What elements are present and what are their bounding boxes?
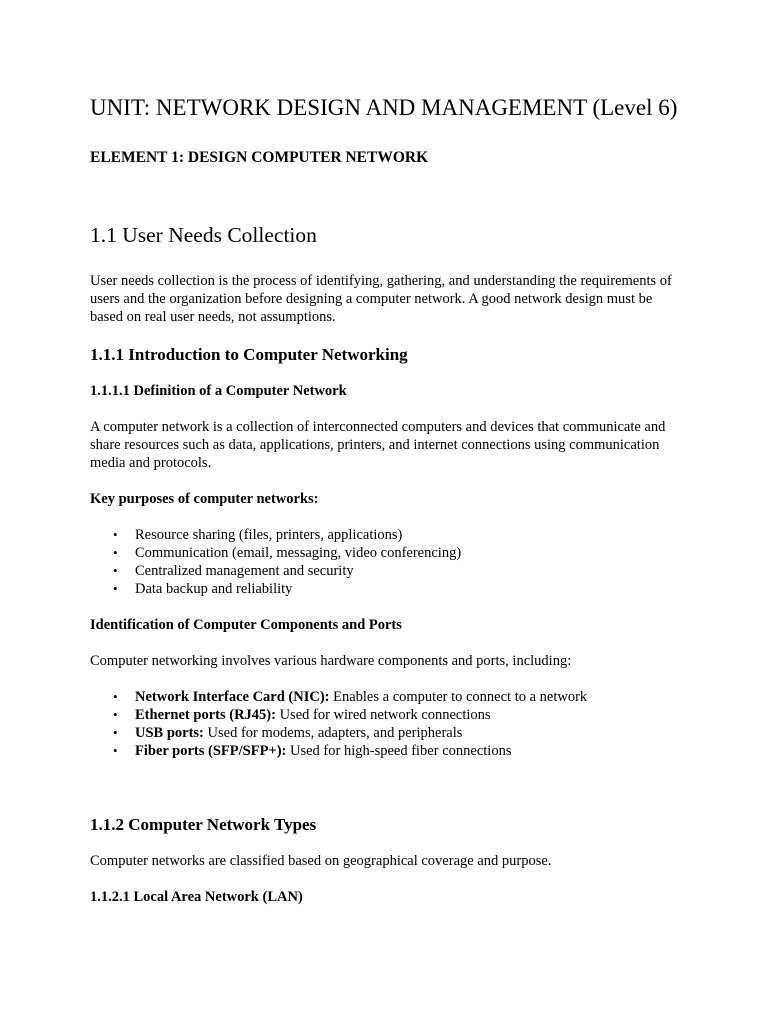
- component-desc: Used for modems, adapters, and peripherals: [203, 725, 463, 741]
- component-desc: Enables a computer to connect to a network: [329, 689, 588, 705]
- subsubsection-title-lan: 1.1.2.1 Local Area Network (LAN): [90, 889, 303, 905]
- list-item: [113, 544, 680, 562]
- list-item-text: Resource sharing (files, printers, applications): [135, 527, 403, 543]
- purposes-list: [90, 526, 680, 598]
- component-desc: Used for wired network connections: [275, 707, 491, 723]
- element-title: ELEMENT 1: DESIGN COMPUTER NETWORK: [90, 149, 429, 166]
- user-needs-intro: User needs collection is the process of identifying, gathering, and understanding the requirements of users and the organization before designing a computer network. A good network design must be based on real user needs, not assumptions.: [90, 273, 672, 325]
- bullet-icon: •: [113, 725, 118, 740]
- component-term: USB ports:: [135, 725, 204, 741]
- bullet-icon: •: [113, 563, 118, 578]
- bullet-icon: •: [113, 707, 118, 722]
- bullet-icon: •: [113, 527, 118, 542]
- bullet-icon: •: [113, 743, 118, 758]
- list-item: [113, 724, 680, 742]
- component-desc: Used for high-speed fiber connections: [286, 743, 512, 759]
- components-title: Identification of Computer Components and Ports: [90, 617, 402, 633]
- component-term: Ethernet ports (RJ45):: [135, 707, 276, 723]
- unit-title: UNIT: NETWORK DESIGN AND MANAGEMENT (Level 6): [90, 95, 678, 120]
- list-item: [113, 742, 680, 760]
- bullet-icon: •: [113, 545, 118, 560]
- subsection-title-intro-networking: 1.1.1 Introduction to Computer Networking: [90, 345, 408, 364]
- list-item-text: Centralized management and security: [135, 563, 354, 579]
- definition-text: A computer network is a collection of interconnected computers and devices that communicate and share resources such as data, applications, printers, and internet connections using communication media and protocols.: [90, 419, 666, 471]
- list-item-text: Data backup and reliability: [135, 581, 293, 597]
- list-item: [113, 562, 680, 580]
- component-term: Fiber ports (SFP/SFP+):: [135, 743, 287, 759]
- component-term: Network Interface Card (NIC):: [135, 689, 330, 705]
- bullet-icon: •: [113, 581, 118, 596]
- list-item: [113, 580, 680, 598]
- components-list: [90, 688, 680, 760]
- subsubsection-title-definition: 1.1.1.1 Definition of a Computer Network: [90, 383, 347, 399]
- section-title-user-needs: 1.1 User Needs Collection: [90, 223, 317, 247]
- list-item-text: Communication (email, messaging, video conferencing): [135, 545, 462, 561]
- subsection-title-network-types: 1.1.2 Computer Network Types: [90, 815, 317, 834]
- section-spacer: [90, 778, 680, 814]
- components-intro: Computer networking involves various hardware components and ports, including:: [90, 653, 572, 669]
- document-content: [90, 94, 680, 924]
- list-item: [113, 526, 680, 544]
- purposes-label: Key purposes of computer networks:: [90, 491, 319, 507]
- list-item: [113, 706, 680, 724]
- bullet-icon: •: [113, 689, 118, 704]
- network-types-intro: Computer networks are classified based on geographical coverage and purpose.: [90, 853, 552, 869]
- list-item: [113, 688, 680, 706]
